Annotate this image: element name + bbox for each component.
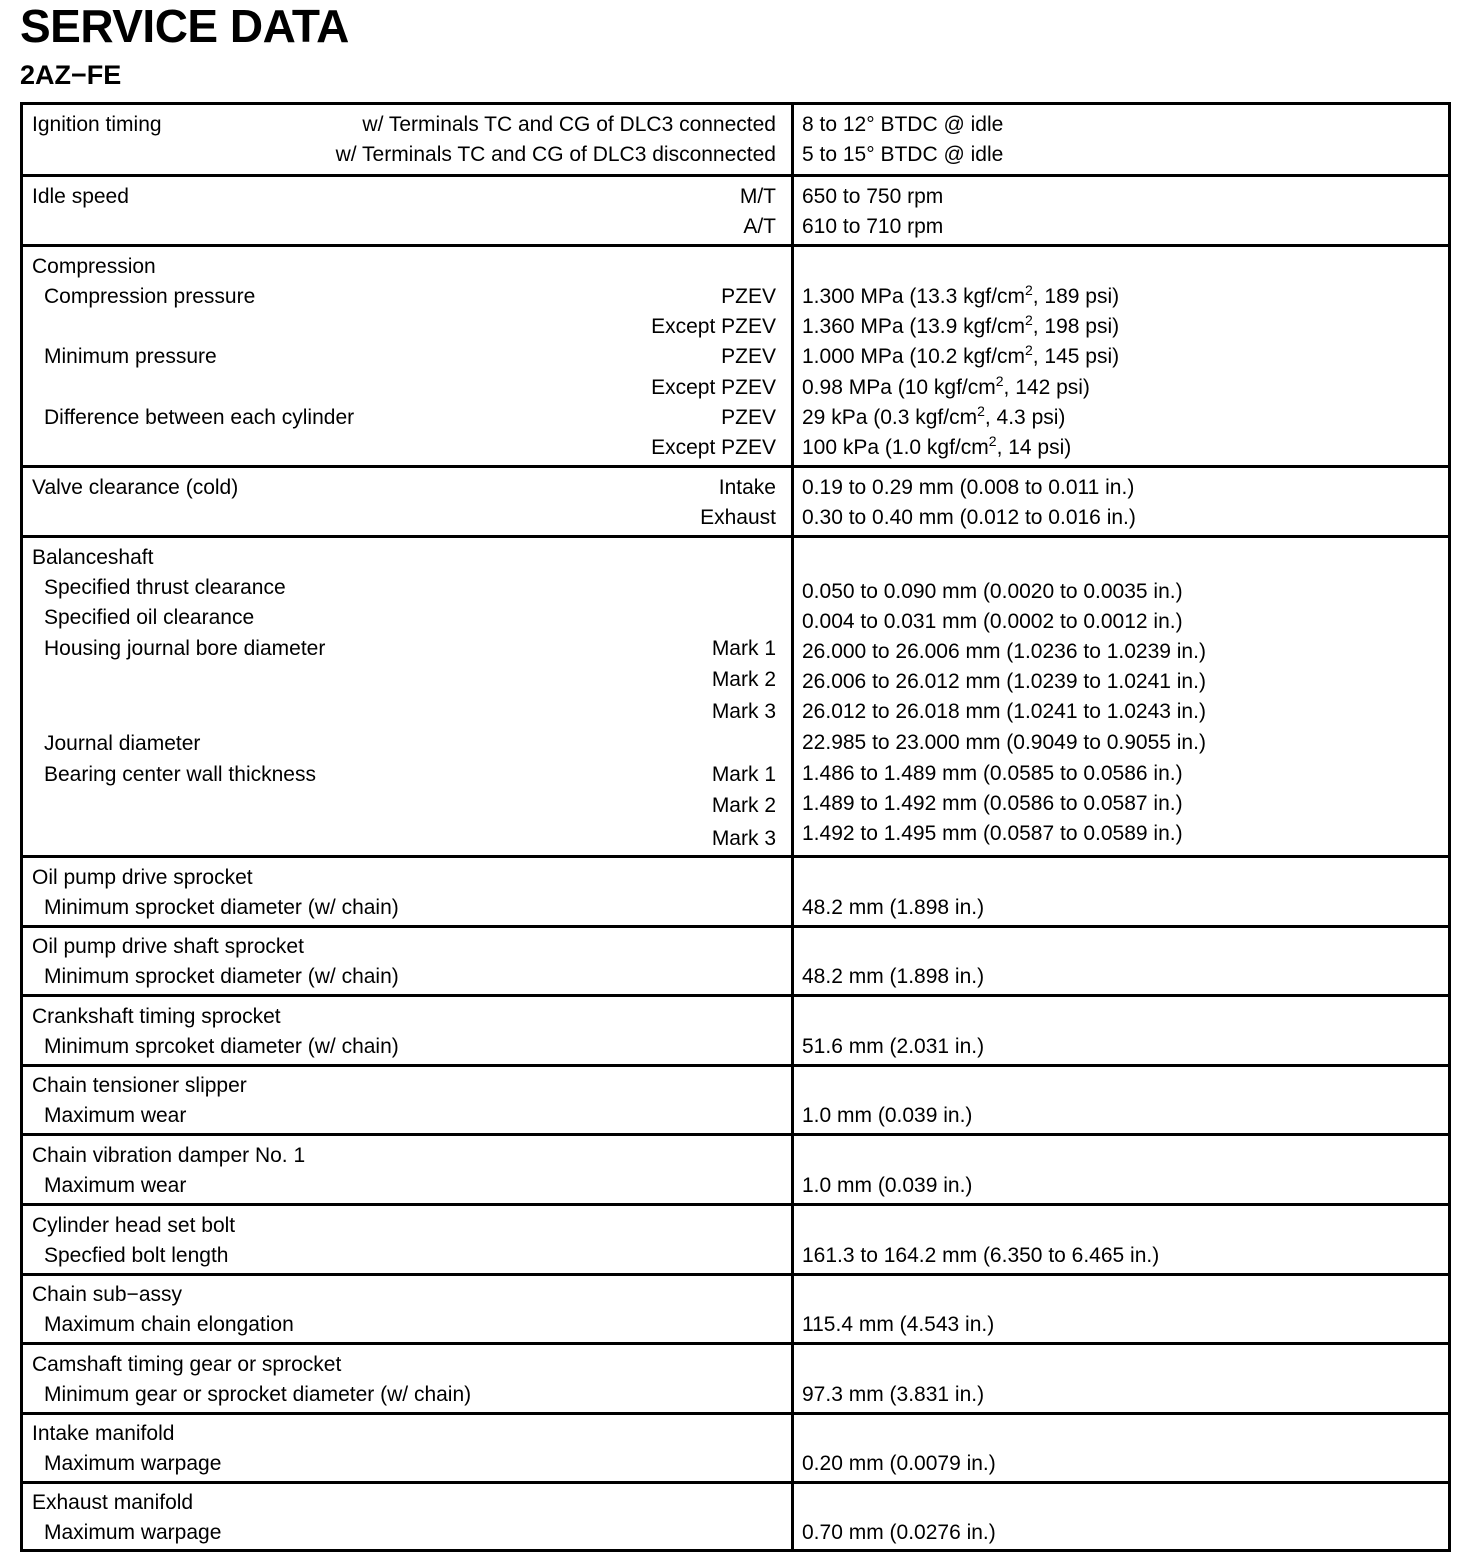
- spec-value-text: 115.4 mm (4.543 in.): [802, 1313, 995, 1336]
- subitem-label: Bearing center wall thickness: [44, 763, 316, 786]
- item-label: Compression: [32, 255, 156, 278]
- spec-value: [802, 1452, 996, 1476]
- subitem-label: Minimum gear or sprocket diameter (w/ chain): [44, 1383, 472, 1406]
- spec-value: [802, 1244, 1159, 1268]
- spec-value-text: 0.70 mm (0.0276 in.): [802, 1521, 996, 1544]
- item-label: Idle speed: [32, 185, 129, 208]
- spec-value-text: 48.2 mm (1.898 in.): [802, 896, 985, 919]
- table-section: [23, 1133, 1448, 1204]
- spec-value: [802, 792, 1183, 816]
- column-divider: [791, 538, 794, 856]
- spec-value-text: 48.2 mm (1.898 in.): [802, 965, 985, 988]
- column-divider: [791, 1276, 794, 1343]
- spec-value-text: 1.489 to 1.492 mm (0.0586 to 0.0587 in.): [802, 792, 1183, 815]
- spec-value: [802, 670, 1206, 694]
- spec-value-text: 0.19 to 0.29 mm (0.008 to 0.011 in.): [802, 476, 1135, 499]
- spec-value-text: 161.3 to 164.2 mm (6.350 to 6.465 in.): [802, 1244, 1160, 1267]
- spec-value: [802, 476, 1134, 500]
- column-divider: [791, 997, 794, 1065]
- item-label: Valve clearance (cold): [32, 476, 239, 499]
- column-divider: [791, 928, 794, 995]
- condition-label: Mark 2: [711, 794, 776, 817]
- column-divider: [791, 177, 794, 245]
- condition-label: Exhaust: [700, 506, 776, 529]
- spec-value-text: 0.004 to 0.031 mm (0.0002 to 0.0012 in.): [802, 610, 1183, 633]
- item-label: Oil pump drive sprocket: [32, 866, 253, 889]
- spec-value-text: 0.98 MPa (10 kgf/cm: [802, 376, 996, 399]
- column-divider: [791, 1136, 794, 1204]
- column-divider: [791, 1484, 794, 1549]
- subitem-label: Specified oil clearance: [44, 606, 255, 629]
- spec-value-text: 51.6 mm (2.031 in.): [802, 1035, 985, 1058]
- subitem-label: Minimum pressure: [44, 345, 217, 368]
- spec-value-text: 26.012 to 26.018 mm (1.0241 to 1.0243 in.): [802, 700, 1206, 723]
- spec-value-text: , 4.3 psi): [984, 406, 1066, 429]
- table-section: [23, 105, 1448, 177]
- subitem-label: Minimum sprocket diameter (w/ chain): [44, 965, 399, 988]
- unit-exponent: 2: [1024, 342, 1033, 358]
- condition-label: w/ Terminals TC and CG of DLC3 connected: [362, 113, 776, 136]
- spec-value-text: 29 kPa (0.3 kgf/cm: [802, 406, 978, 429]
- spec-value-text: , 145 psi): [1032, 345, 1120, 368]
- item-label: Chain vibration damper No. 1: [32, 1144, 306, 1167]
- condition-label: Mark 2: [711, 668, 776, 691]
- spec-value: [802, 580, 1183, 604]
- table-section: [23, 465, 1448, 536]
- table-section: [23, 1273, 1448, 1343]
- subitem-label: Maximum warpage: [44, 1452, 222, 1475]
- spec-value: [802, 373, 1090, 400]
- subitem-label: Maximum wear: [44, 1174, 187, 1197]
- spec-value: [802, 215, 943, 239]
- column-divider: [791, 1415, 794, 1482]
- spec-value-text: 26.000 to 26.006 mm (1.0236 to 1.0239 in.): [802, 640, 1206, 663]
- spec-value: [802, 1035, 984, 1059]
- subitem-label: Minimum sprocket diameter (w/ chain): [44, 896, 399, 919]
- spec-value-text: 100 kPa (1.0 kgf/cm: [802, 436, 989, 459]
- subitem-label: Maximum wear: [44, 1104, 187, 1127]
- table-section: [23, 1412, 1448, 1482]
- subitem-label: Maximum chain elongation: [44, 1313, 294, 1336]
- spec-value: [802, 403, 1066, 430]
- spec-value-text: , 198 psi): [1032, 315, 1120, 338]
- subitem-label: Housing journal bore diameter: [44, 637, 326, 660]
- spec-value: [802, 1383, 984, 1407]
- spec-value-text: 0.050 to 0.090 mm (0.0020 to 0.0035 in.): [802, 580, 1183, 603]
- condition-label: PZEV: [721, 406, 776, 429]
- spec-value: [802, 506, 1136, 530]
- item-label: Camshaft timing gear or sprocket: [32, 1353, 342, 1376]
- table-section: [23, 1481, 1448, 1549]
- spec-value: [802, 342, 1120, 369]
- column-divider: [791, 105, 794, 177]
- spec-value-text: 1.492 to 1.495 mm (0.0587 to 0.0589 in.): [802, 822, 1183, 845]
- subitem-label: Minimum sprcoket diameter (w/ chain): [44, 1035, 399, 1058]
- unit-exponent: 2: [977, 403, 985, 419]
- spec-value: [802, 1313, 994, 1337]
- item-label: Exhaust manifold: [32, 1491, 194, 1514]
- spec-value: [802, 896, 984, 920]
- spec-value: [802, 731, 1206, 755]
- spec-value: [802, 965, 984, 989]
- condition-label: w/ Terminals TC and CG of DLC3 disconnected: [335, 143, 776, 166]
- condition-label: PZEV: [721, 285, 776, 308]
- item-label: Balanceshaft: [32, 546, 154, 569]
- spec-value-text: 97.3 mm (3.831 in.): [802, 1383, 985, 1406]
- spec-value: [802, 822, 1183, 846]
- spec-value-text: 22.985 to 23.000 mm (0.9049 to 0.9055 in.): [802, 731, 1206, 754]
- spec-value: [802, 143, 1003, 167]
- table-section: [23, 994, 1448, 1065]
- table-section: [23, 174, 1448, 245]
- subitem-label: Difference between each cylinder: [44, 406, 355, 429]
- condition-label: M/T: [739, 185, 776, 208]
- spec-value: [802, 185, 943, 209]
- column-divider: [791, 858, 794, 926]
- unit-exponent: 2: [1024, 312, 1033, 328]
- item-label: Chain tensioner slipper: [32, 1074, 247, 1097]
- spec-value-text: 26.006 to 26.012 mm (1.0239 to 1.0241 in.): [802, 670, 1206, 693]
- spec-value: [802, 610, 1183, 634]
- condition-label: Mark 3: [711, 700, 776, 723]
- column-divider: [791, 468, 794, 536]
- column-divider: [791, 247, 794, 467]
- spec-value: [802, 700, 1206, 724]
- unit-exponent: 2: [995, 373, 1004, 389]
- spec-value-text: 1.486 to 1.489 mm (0.0585 to 0.0586 in.): [802, 762, 1183, 785]
- spec-value: [802, 1174, 972, 1198]
- spec-value-text: , 142 psi): [1003, 376, 1090, 399]
- subitem-label: Compression pressure: [44, 285, 256, 308]
- table-section: [23, 1203, 1448, 1274]
- item-label: Chain sub−assy: [32, 1283, 183, 1306]
- item-label: Crankshaft timing sprocket: [32, 1005, 281, 1028]
- condition-label: PZEV: [721, 345, 776, 368]
- spec-value-text: , 189 psi): [1032, 285, 1120, 308]
- spec-value-text: 8 to 12° BTDC @ idle: [802, 113, 1004, 136]
- table-section: [23, 1342, 1448, 1413]
- spec-value-text: 650 to 750 rpm: [802, 185, 944, 208]
- column-divider: [791, 1345, 794, 1413]
- table-section: [23, 535, 1448, 856]
- condition-label: Except PZEV: [651, 376, 776, 399]
- page-title: SERVICE DATA: [20, 0, 349, 52]
- column-divider: [791, 1206, 794, 1274]
- condition-label: Mark 1: [711, 763, 776, 786]
- service-data-table: [20, 102, 1451, 1552]
- spec-value-text: 1.300 MPa (13.3 kgf/cm: [802, 285, 1025, 308]
- table-section: [23, 244, 1448, 467]
- spec-value: [802, 762, 1183, 786]
- unit-exponent: 2: [988, 433, 997, 449]
- condition-label: Except PZEV: [651, 315, 776, 338]
- condition-label: A/T: [743, 215, 776, 238]
- spec-value: [802, 113, 1003, 137]
- subitem-label: Maximum warpage: [44, 1521, 222, 1544]
- spec-value: [802, 640, 1206, 664]
- spec-value-text: , 14 psi): [996, 436, 1072, 459]
- spec-value: [802, 1104, 972, 1128]
- column-divider: [791, 1067, 794, 1134]
- condition-label: Mark 1: [711, 637, 776, 660]
- unit-exponent: 2: [1024, 282, 1033, 298]
- spec-value-text: 0.20 mm (0.0079 in.): [802, 1452, 996, 1475]
- item-label: Ignition timing: [32, 113, 162, 136]
- condition-label: Mark 3: [711, 827, 776, 850]
- spec-value: [802, 312, 1120, 339]
- spec-value-text: 610 to 710 rpm: [802, 215, 944, 238]
- item-label: Intake manifold: [32, 1422, 175, 1445]
- spec-value: [802, 433, 1072, 460]
- engine-code-subtitle: 2AZ−FE: [20, 60, 122, 90]
- table-section: [23, 925, 1448, 995]
- item-label: Cylinder head set bolt: [32, 1214, 236, 1237]
- subitem-label: Specified thrust clearance: [44, 576, 286, 599]
- condition-label: Intake: [718, 476, 776, 499]
- spec-value-text: 1.360 MPa (13.9 kgf/cm: [802, 315, 1025, 338]
- subitem-label: Journal diameter: [44, 732, 201, 755]
- item-label: Oil pump drive shaft sprocket: [32, 935, 304, 958]
- spec-value-text: 1.0 mm (0.039 in.): [802, 1104, 973, 1127]
- table-section: [23, 855, 1448, 926]
- table-section: [23, 1064, 1448, 1134]
- spec-value-text: 0.30 to 0.40 mm (0.012 to 0.016 in.): [802, 506, 1136, 529]
- spec-value-text: 1.0 mm (0.039 in.): [802, 1174, 973, 1197]
- condition-label: Except PZEV: [651, 436, 776, 459]
- spec-value-text: 5 to 15° BTDC @ idle: [802, 143, 1004, 166]
- spec-value: [802, 1521, 996, 1545]
- spec-value: [802, 282, 1120, 309]
- spec-value-text: 1.000 MPa (10.2 kgf/cm: [802, 345, 1025, 368]
- subitem-label: Specfied bolt length: [44, 1244, 229, 1267]
